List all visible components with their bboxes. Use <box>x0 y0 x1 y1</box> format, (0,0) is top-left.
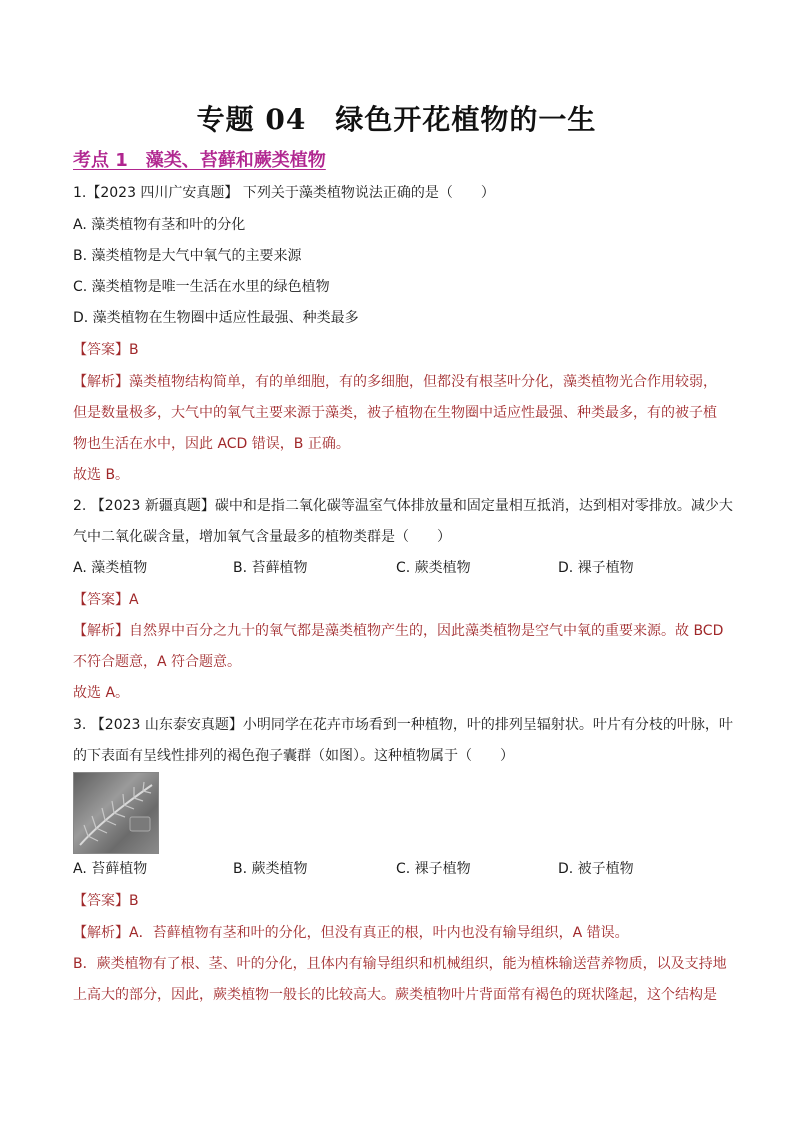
q3-option-b: B. 蕨类植物 <box>233 861 308 877</box>
q3-stem-line-2: 的下表面有呈线性排列的褐色孢子囊群（如图）。这种植物属于（ ） <box>73 748 514 764</box>
q3-option-c: C. 裸子植物 <box>396 861 471 877</box>
q2-conclusion: 故选 A。 <box>73 685 130 701</box>
q1-conclusion: 故选 B。 <box>73 467 130 483</box>
q3-analysis-line-2: B．蕨类植物有了根、茎、叶的分化，且体内有输导组织和机械组织，能为植株输送营养物质，以及支持地 <box>73 956 727 972</box>
q2-stem-line-1: 2. 【2023 新疆真题】碳中和是指二氧化碳等温室气体排放量和固定量相互抵消，达到相对零排放。减少大 <box>73 498 733 514</box>
q3-stem-line-1: 3. 【2023 山东泰安真题】小明同学在花卉市场看到一种植物，叶的排列呈辐射状。叶片有分枝的叶脉，叶 <box>73 717 733 733</box>
q1-analysis-line-1: 【解析】藻类植物结构简单，有的单细胞，有的多细胞，但都没有根茎叶分化，藻类植物光合作用较弱， <box>73 374 717 390</box>
q2-option-c: C. 蕨类植物 <box>396 560 471 576</box>
q1-stem: 1.【2023 四川广安真题】 下列关于藻类植物说法正确的是（ ） <box>73 185 495 201</box>
q1-analysis-line-3: 物也生活在水中，因此 ACD 错误，B 正确。 <box>73 436 350 452</box>
q1-option-a: A. 藻类植物有茎和叶的分化 <box>73 217 246 233</box>
q1-option-b: B. 藻类植物是大气中氧气的主要来源 <box>73 248 302 264</box>
q1-option-d: D. 藻类植物在生物圈中适应性最强、种类最多 <box>73 310 359 326</box>
fern-leaf-photo <box>73 772 159 854</box>
q2-option-d: D. 裸子植物 <box>558 560 634 576</box>
q2-option-b: B. 苔藓植物 <box>233 560 308 576</box>
q3-analysis-line-3: 上高大的部分，因此，蕨类植物一般长的比较高大。蕨类植物叶片背面常有褐色的斑状隆起，这个结构是 <box>73 987 717 1003</box>
q2-stem-line-2: 气中二氧化碳含量，增加氧气含量最多的植物类群是（ ） <box>73 529 451 545</box>
section-heading: 考点 1 藻类、苔藓和蕨类植物 <box>73 150 326 171</box>
q2-option-a: A. 藻类植物 <box>73 560 148 576</box>
q3-option-d: D. 被子植物 <box>558 861 634 877</box>
q1-option-c: C. 藻类植物是唯一生活在水里的绿色植物 <box>73 279 330 295</box>
q1-answer: 【答案】B <box>73 342 139 358</box>
q2-analysis-line-1: 【解析】自然界中百分之九十的氧气都是藻类植物产生的，因此藻类植物是空气中氧的重要来源。故 BCD <box>73 623 724 639</box>
page-title: 专题 04 绿色开花植物的一生 <box>196 103 597 136</box>
q3-option-a: A. 苔藓植物 <box>73 861 148 877</box>
q1-analysis-line-2: 但是数量极多，大气中的氧气主要来源于藻类，被子植物在生物圈中适应性最强、种类最多，有的被子植 <box>73 405 717 421</box>
q3-answer: 【答案】B <box>73 893 139 909</box>
q2-answer: 【答案】A <box>73 592 139 608</box>
q2-analysis-line-2: 不符合题意，A 符合题意。 <box>73 654 242 670</box>
q3-analysis-line-1: 【解析】A．苔藓植物有茎和叶的分化，但没有真正的根，叶内也没有输导组织，A 错误。 <box>73 925 629 941</box>
